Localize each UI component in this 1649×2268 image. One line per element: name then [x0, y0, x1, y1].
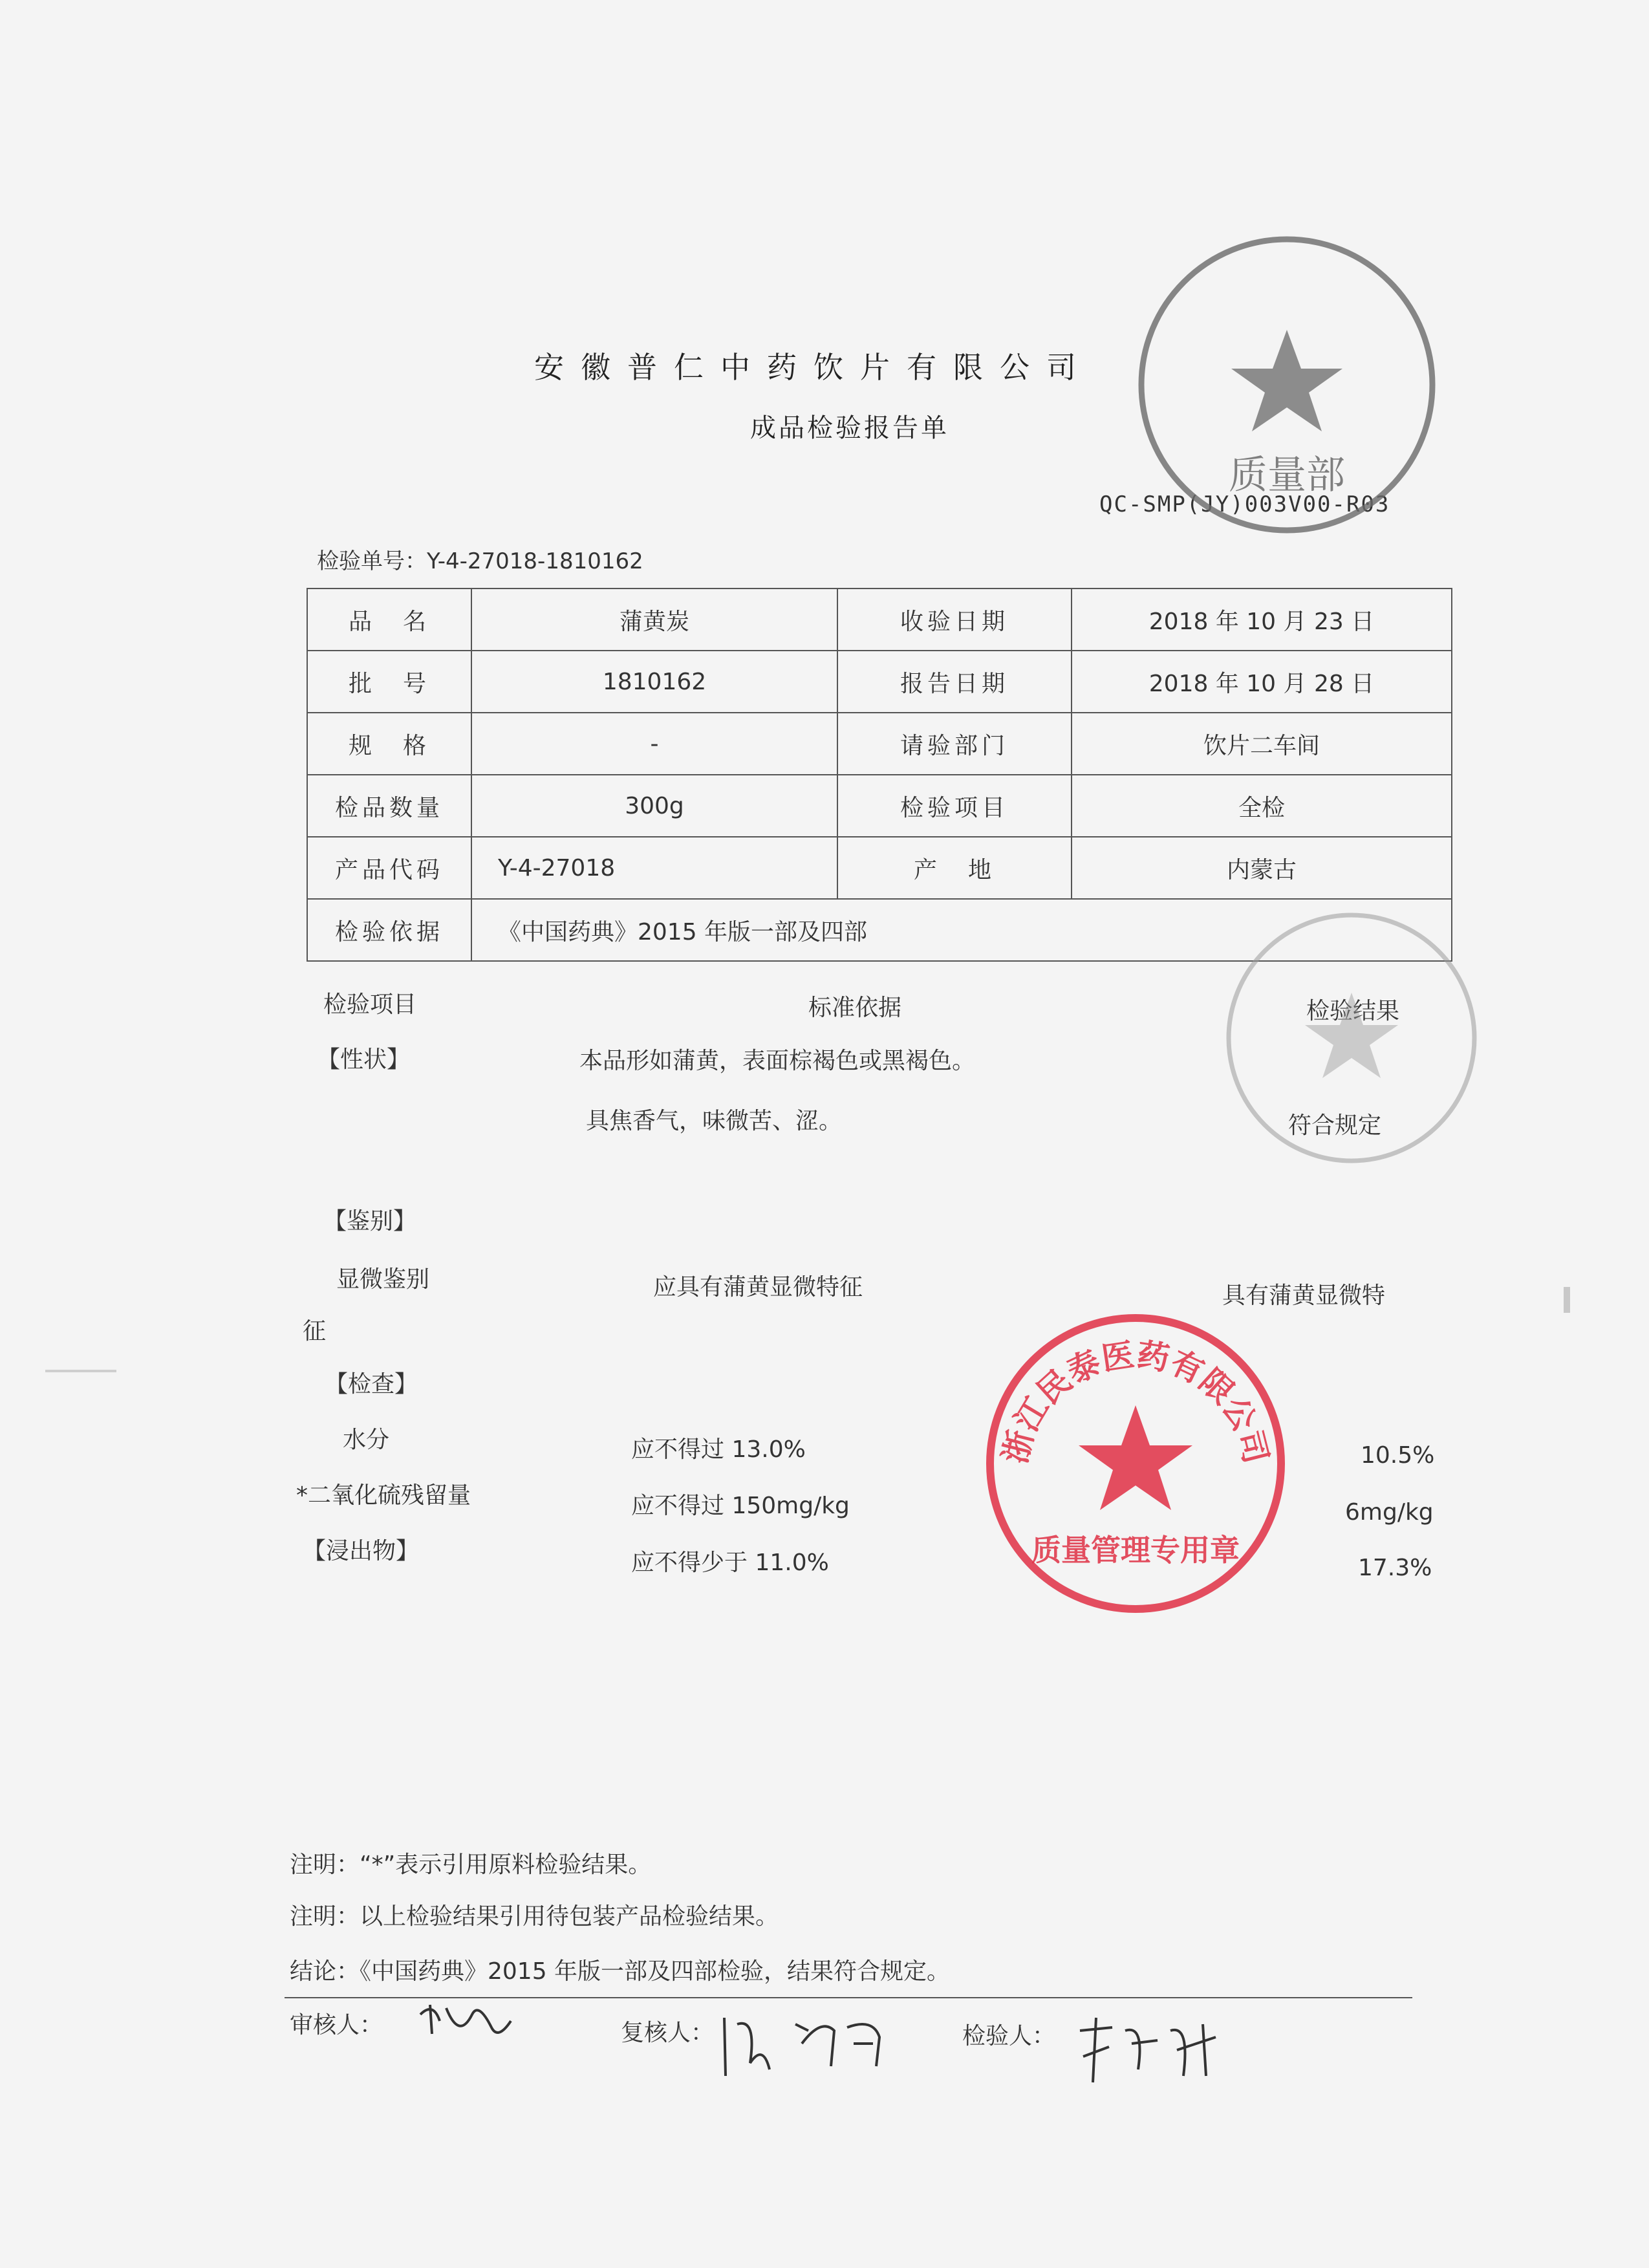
- table-row: [307, 651, 1452, 713]
- reviewer-signature: [414, 1995, 524, 2047]
- table-cell: 饮片二车间: [1072, 713, 1452, 775]
- identification-item: 显微鉴别: [336, 1266, 430, 1293]
- table-cell: 规 格: [307, 713, 471, 775]
- moisture-result: 10.5%: [1361, 1442, 1435, 1469]
- table-cell: 请验部门: [837, 713, 1072, 775]
- rechecker-signature: [718, 2005, 925, 2082]
- moisture-standard: 应不得过 13.0%: [631, 1436, 806, 1463]
- column-header-result: 检验结果: [1306, 998, 1400, 1024]
- table-cell: 收验日期: [837, 589, 1072, 651]
- table-cell: -: [471, 713, 837, 775]
- identification-result-line2: 征: [303, 1318, 327, 1345]
- table-cell: 《中国药典》2015 年版一部及四部: [471, 899, 1452, 961]
- svg-text:质量部: 质量部: [1229, 453, 1345, 498]
- table-cell: 检品数量: [307, 775, 471, 837]
- appearance-standard-line1: 本品形如蒲黄，表面棕褐色或黑褐色。: [579, 1048, 976, 1074]
- so2-standard: 应不得过 150mg/kg: [631, 1493, 850, 1519]
- table-cell: 产品代码: [307, 837, 471, 899]
- faded-seal-icon: [1216, 902, 1487, 1174]
- column-header-standard: 标准依据: [808, 995, 902, 1021]
- identification-result-line1: 具有蒲黄显微特: [1222, 1282, 1386, 1309]
- quality-management-seal-icon: [980, 1308, 1291, 1619]
- table-cell: 300g: [471, 775, 837, 837]
- section-label-inspection: 【检查】: [325, 1371, 418, 1398]
- scan-speck: [1564, 1287, 1570, 1313]
- so2-item: *二氧化硫残留量: [296, 1482, 471, 1509]
- section-label-extract: 【浸出物】: [303, 1538, 420, 1564]
- note-1: 注明：“*”表示引用原料检验结果。: [290, 1852, 652, 1878]
- table-cell: 品 名: [307, 589, 471, 651]
- rechecker-label: 复核人：: [621, 2020, 715, 2046]
- table-cell: 报告日期: [837, 651, 1072, 713]
- section-label-appearance: 【性状】: [317, 1046, 411, 1073]
- table-cell: 2018 年 10 月 28 日: [1072, 651, 1452, 713]
- reviewer-label: 审核人：: [290, 2012, 383, 2038]
- extract-standard: 应不得少于 11.0%: [631, 1550, 829, 1576]
- document-code: QC-SMP(JY)003V00-R03: [1099, 491, 1390, 517]
- table-cell: 蒲黄炭: [471, 589, 837, 651]
- conclusion: 结论：《中国药典》2015 年版一部及四部检验，结果符合规定。: [290, 1958, 951, 1985]
- table-row: [307, 713, 1452, 775]
- identification-standard: 应具有蒲黄显微特征: [653, 1274, 863, 1301]
- company-name: 安徽普仁中药饮片有限公司: [534, 350, 1093, 385]
- report-title: 成品检验报告单: [750, 413, 949, 443]
- quality-dept-seal-icon: [1125, 223, 1449, 546]
- table-cell: 产 地: [837, 837, 1072, 899]
- note-2: 注明：以上检验结果引用待包装产品检验结果。: [290, 1903, 779, 1930]
- table-cell: Y-4-27018: [471, 837, 837, 899]
- column-header-item: 检验项目: [323, 991, 417, 1018]
- appearance-result: 符合规定: [1288, 1112, 1382, 1139]
- table-cell: 2018 年 10 月 23 日: [1072, 589, 1452, 651]
- table-cell: 批 号: [307, 651, 471, 713]
- svg-text:质量管理专用章: 质量管理专用章: [1031, 1533, 1240, 1568]
- inspector-label: 检验人：: [962, 2023, 1056, 2049]
- moisture-item: 水分: [343, 1427, 390, 1453]
- table-cell: 检验项目: [837, 775, 1072, 837]
- table-cell: 全检: [1072, 775, 1452, 837]
- table-cell: 内蒙古: [1072, 837, 1452, 899]
- table-row: [307, 837, 1452, 899]
- table-cell: 1810162: [471, 651, 837, 713]
- svg-text:浙江民泰医药有限公司: 浙江民泰医药有限公司: [995, 1335, 1276, 1467]
- table-row: [307, 775, 1452, 837]
- table-row: [307, 589, 1452, 651]
- so2-result: 6mg/kg: [1345, 1499, 1434, 1526]
- extract-result: 17.3%: [1358, 1555, 1432, 1581]
- section-label-identification: 【鉴别】: [323, 1208, 417, 1235]
- scan-speck: [45, 1370, 116, 1372]
- table-cell: 检验依据: [307, 899, 471, 961]
- inspector-signature: [1073, 2011, 1242, 2089]
- appearance-standard-line2: 具焦香气，味微苦、涩。: [586, 1108, 843, 1134]
- report-number: 检验单号：Y-4-27018-1810162: [317, 548, 643, 574]
